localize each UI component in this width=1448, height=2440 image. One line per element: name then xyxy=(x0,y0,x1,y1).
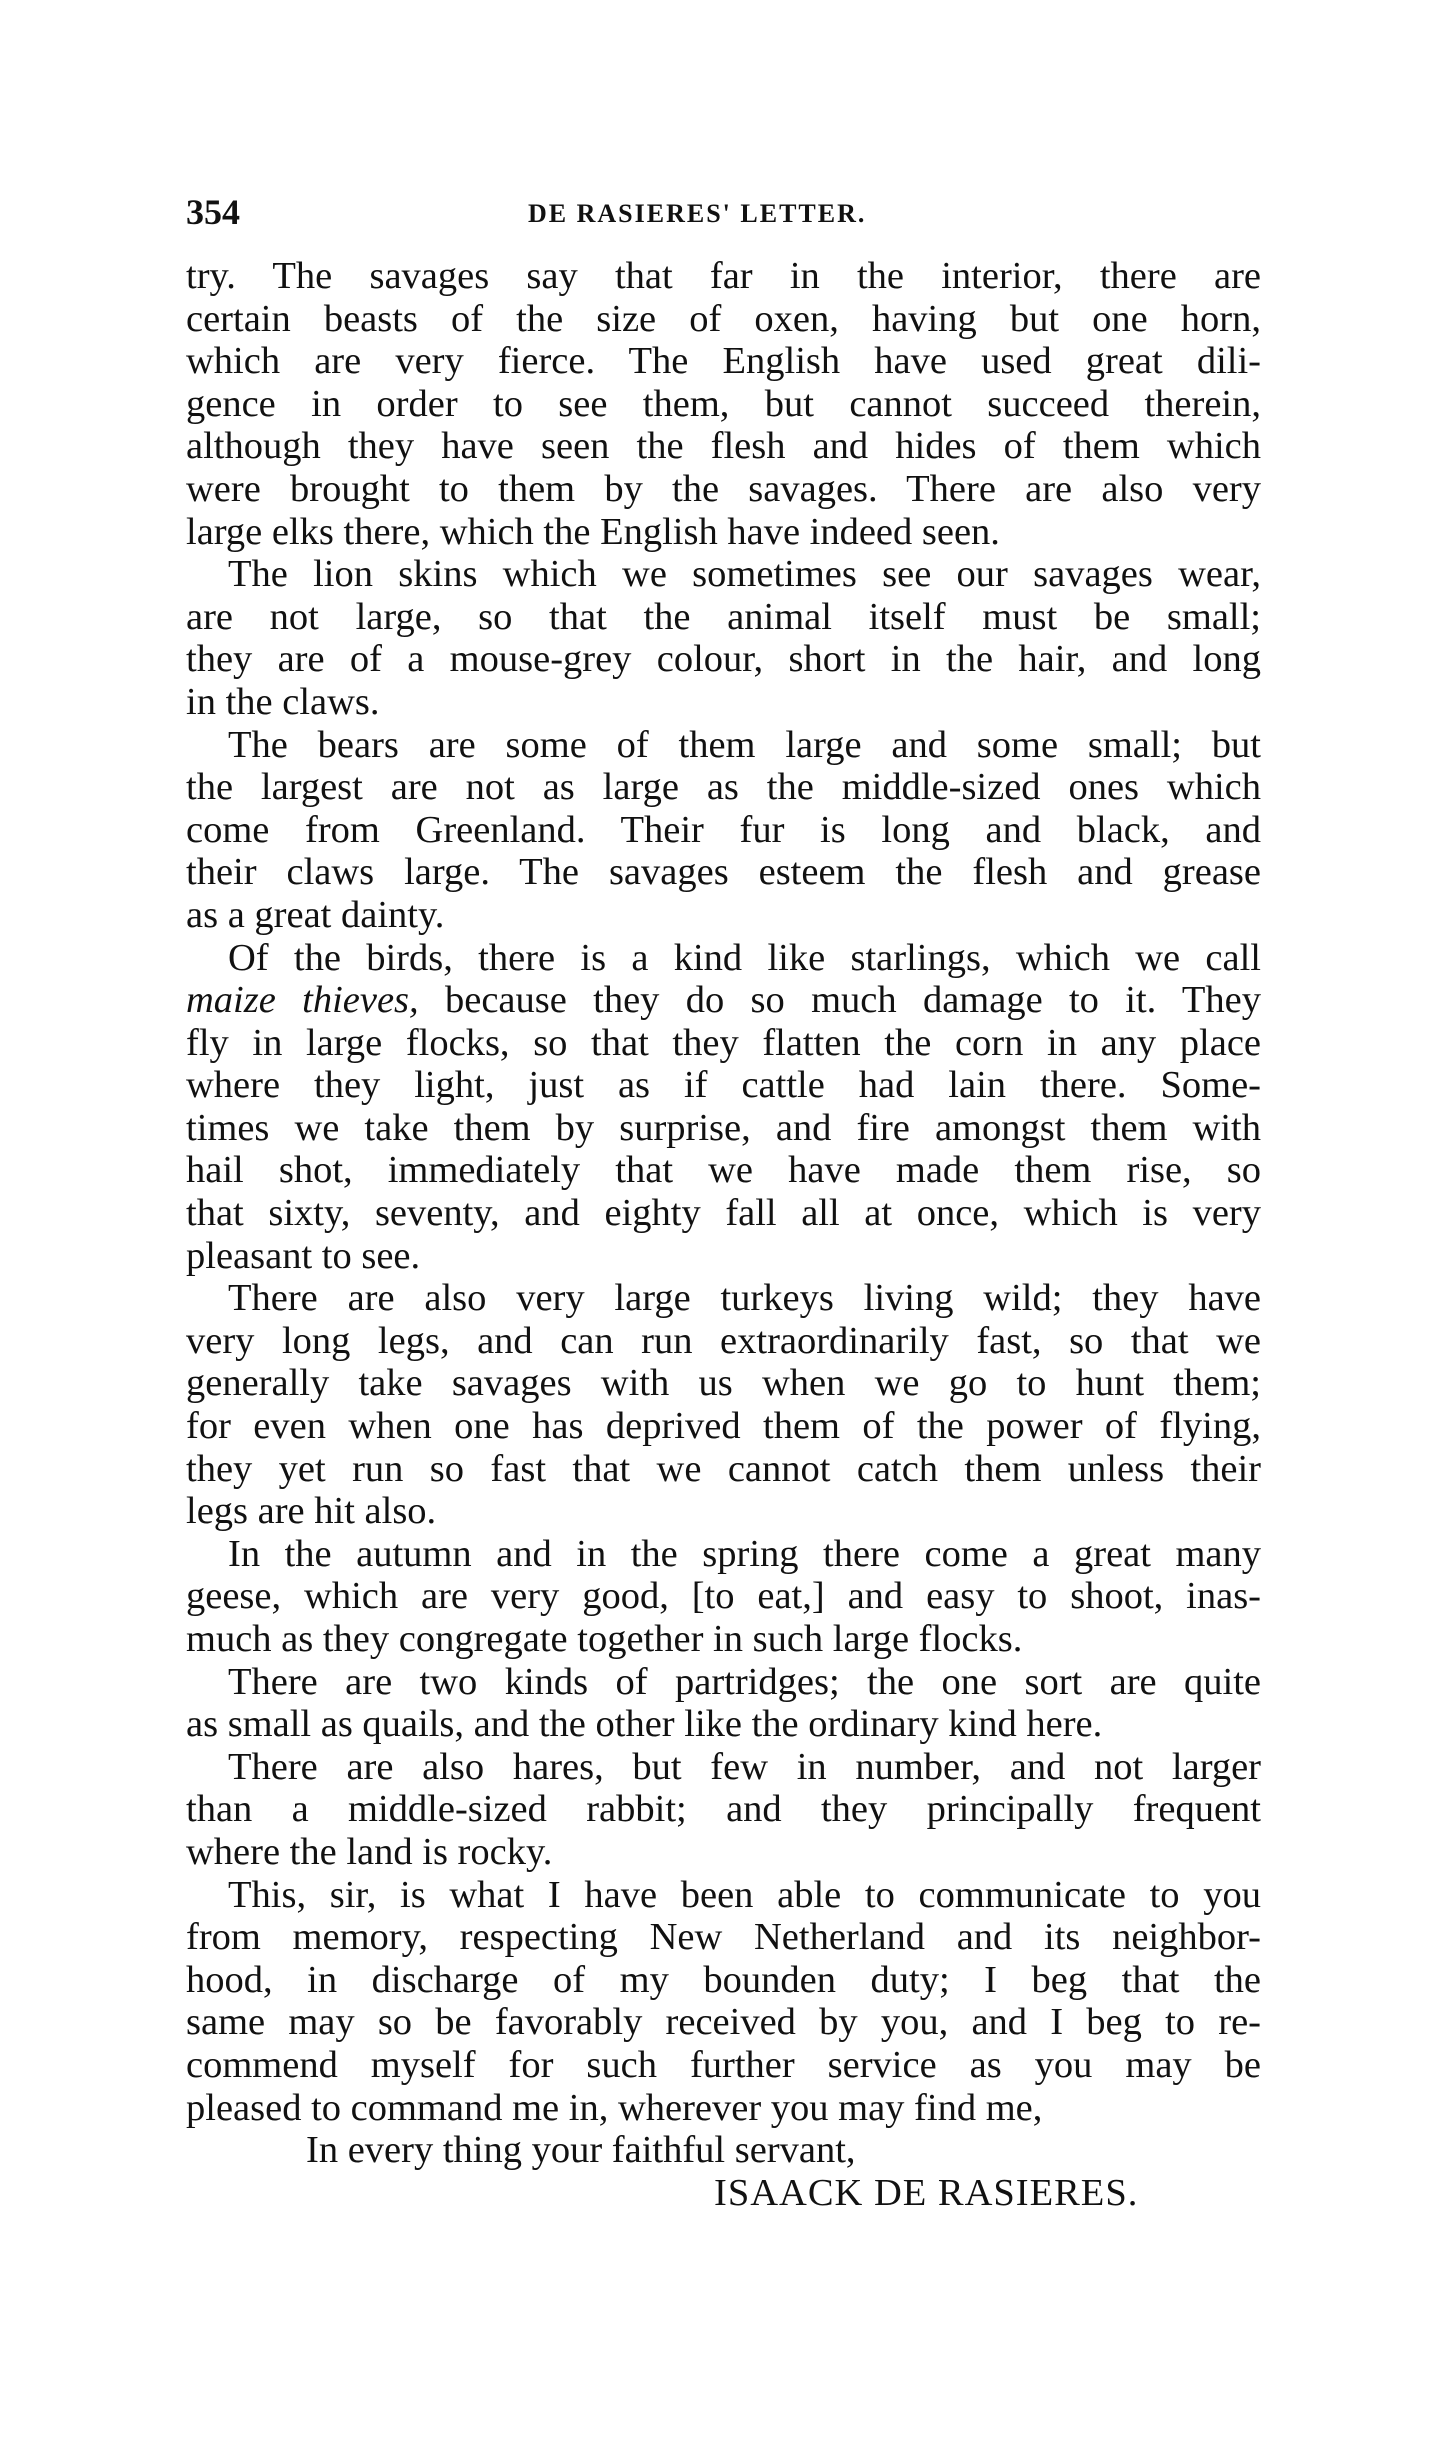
text-line: certain beasts of the size of oxen, having but one horn, xyxy=(186,297,1261,340)
paragraph-partridges xyxy=(186,1661,1261,1746)
text-line: The bears are some of them large and some small; but xyxy=(228,723,1261,766)
body-text xyxy=(186,255,1261,2214)
text-line: There are two kinds of partridges; the one sort are quite xyxy=(228,1660,1261,1703)
text-line-rest: because they do so much damage to it. They xyxy=(444,979,1261,1022)
text-line: as a great dainty. xyxy=(186,893,445,936)
text-line: where the land is rocky. xyxy=(186,1830,553,1873)
text-line: legs are hit also. xyxy=(186,1490,437,1533)
text-line: which are very fierce. The English have used great dili- xyxy=(186,340,1261,383)
text-line: Of the birds, there is a kind like starlings, which we call xyxy=(228,936,1261,979)
text-line: than a middle-sized rabbit; and they principally frequent xyxy=(186,1788,1261,1831)
text-line: their claws large. The savages esteem the flesh and grease xyxy=(186,851,1261,894)
text-line: pleased to command me in, wherever you may find me, xyxy=(186,2086,1043,2129)
text-line: try. The savages say that far in the interior, there are xyxy=(186,255,1261,297)
text-line: in the claws. xyxy=(186,680,380,723)
text-line: as small as quails, and the other like the ordinary kind here. xyxy=(186,1703,1103,1746)
page-number: 354 xyxy=(186,192,240,232)
text-line: where they light, just as if cattle had lain there. Some- xyxy=(186,1064,1261,1107)
text-line: hail shot, immediately that we have made them rise, so xyxy=(186,1149,1261,1192)
text-line: geese, which are very good, [to eat,] and easy to shoot, inas- xyxy=(186,1575,1261,1618)
text-line: much as they congregate together in such large flocks. xyxy=(186,1618,1023,1660)
text-line: times we take them by surprise, and fire amongst them with xyxy=(186,1106,1261,1149)
paragraph-geese xyxy=(186,1533,1261,1661)
paragraph-hares xyxy=(186,1746,1261,1874)
paragraph-birds xyxy=(186,937,1261,1278)
letter-signature: ISAACK DE RASIERES. xyxy=(714,2171,1139,2214)
text-line: the largest are not as large as the middle-sized ones which xyxy=(186,766,1261,809)
text-line: generally take savages with us when we go to hunt them; xyxy=(186,1362,1261,1405)
text-line: commend myself for such further service as you may be xyxy=(186,2043,1261,2086)
paragraph-1 xyxy=(186,255,1261,553)
text-line xyxy=(186,979,1261,1022)
text-line: come from Greenland. Their fur is long and black, and xyxy=(186,808,1261,851)
text-line: pleasant to see. xyxy=(186,1234,421,1277)
text-line: that sixty, seventy, and eighty fall all at once, which is very xyxy=(186,1192,1261,1235)
paragraph-turkeys xyxy=(186,1277,1261,1533)
text-line: from memory, respecting New Netherland and its neighbor- xyxy=(186,1916,1261,1959)
text-line: for even when one has deprived them of the power of flying, xyxy=(186,1405,1261,1448)
text-line: The lion skins which we sometimes see our savages wear, xyxy=(228,553,1261,596)
italic-phrase: maize thieves, xyxy=(186,979,419,1022)
text-line: This, sir, is what I have been able to communicate to you xyxy=(228,1873,1261,1916)
letter-salutation: In every thing your faithful servant, xyxy=(306,2129,856,2172)
text-line: There are also hares, but few in number, and not larger xyxy=(228,1745,1261,1788)
text-line: fly in large flocks, so that they flatten the corn in any place xyxy=(186,1021,1261,1064)
text-line: hood, in discharge of my bounden duty; I beg that the xyxy=(186,1958,1261,2001)
text-line: were brought to them by the savages. There are also very xyxy=(186,467,1261,510)
text-line: very long legs, and can run extraordinarily fast, so that we xyxy=(186,1319,1261,1362)
text-line: gence in order to see them, but cannot succeed therein, xyxy=(186,382,1261,425)
text-line: they yet run so fast that we cannot catch them unless their xyxy=(186,1447,1261,1490)
paragraph-lion-skins xyxy=(186,553,1261,723)
text-line: large elks there, which the English have indeed seen. xyxy=(186,510,1000,553)
paragraph-bears xyxy=(186,724,1261,937)
paragraph-closing xyxy=(186,1874,1261,2130)
text-line: they are of a mouse-grey colour, short in the hair, and long xyxy=(186,638,1261,681)
text-line: same may so be favorably received by you, and I beg to re- xyxy=(186,2001,1261,2044)
running-title: DE RASIERES' LETTER. xyxy=(528,199,867,228)
text-line: There are also very large turkeys living wild; they have xyxy=(228,1277,1261,1320)
text-line: are not large, so that the animal itself must be small; xyxy=(186,595,1261,638)
running-head xyxy=(186,188,1261,236)
text-line: In the autumn and in the spring there come a great many xyxy=(228,1532,1261,1575)
text-line: although they have seen the flesh and hides of them which xyxy=(186,425,1261,468)
